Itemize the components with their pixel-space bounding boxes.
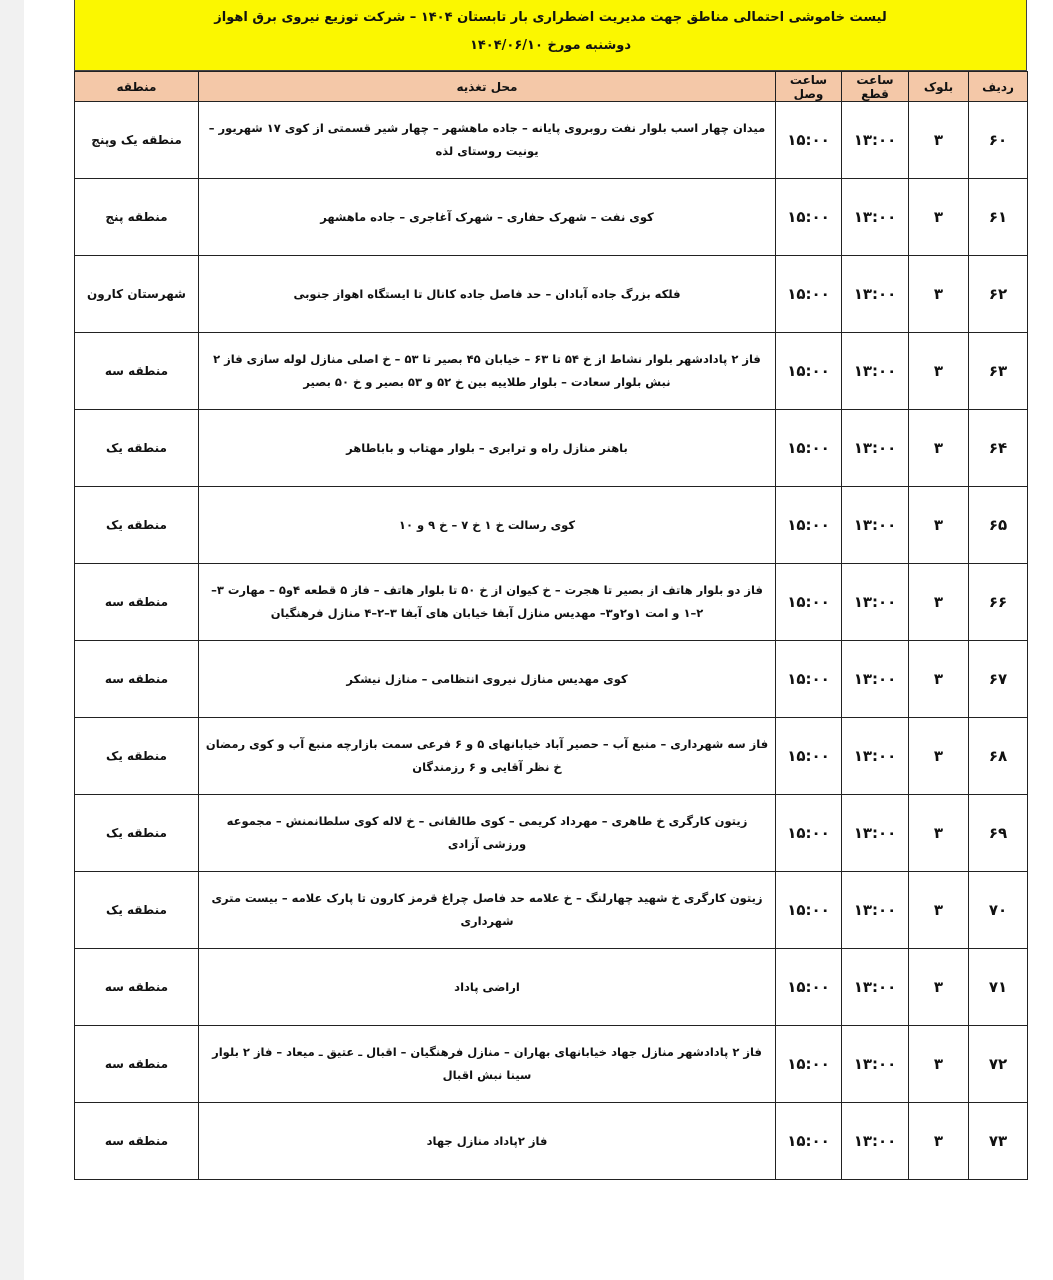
- region-cell: منطقه یک: [75, 872, 199, 949]
- connect-time-cell: ۱۵:۰۰: [776, 718, 842, 795]
- table-row: [75, 179, 1028, 256]
- region-cell: منطقه پنج: [75, 179, 199, 256]
- row-number: ۶۱: [969, 179, 1028, 256]
- region-cell: منطقه یک وپنج: [75, 102, 199, 179]
- cut-time-cell: ۱۳:۰۰: [842, 410, 909, 487]
- block-cell: ۳: [909, 1103, 969, 1180]
- region-cell: منطقه یک: [75, 487, 199, 564]
- block-cell: ۳: [909, 795, 969, 872]
- cut-time-cell: ۱۳:۰۰: [842, 487, 909, 564]
- table-row: [75, 410, 1028, 487]
- block-cell: ۳: [909, 410, 969, 487]
- table-row: [75, 487, 1028, 564]
- feed-location-cell: زیتون کارگری خ شهید چهارلنگ – خ علامه حد فاصل چراغ قرمز کارون تا پارک علامه – بیست متری شهرداری: [199, 872, 776, 949]
- region-cell: منطقه سه: [75, 333, 199, 410]
- connect-time-cell: ۱۵:۰۰: [776, 641, 842, 718]
- cut-time-cell: ۱۳:۰۰: [842, 872, 909, 949]
- block-cell: ۳: [909, 949, 969, 1026]
- table-row: [75, 641, 1028, 718]
- row-number: ۷۳: [969, 1103, 1028, 1180]
- block-cell: ۳: [909, 1026, 969, 1103]
- block-cell: ۳: [909, 872, 969, 949]
- connect-time-cell: ۱۵:۰۰: [776, 333, 842, 410]
- table-header-row: [75, 72, 1028, 102]
- row-number: ۶۵: [969, 487, 1028, 564]
- connect-time-cell: ۱۵:۰۰: [776, 410, 842, 487]
- cut-time-cell: ۱۳:۰۰: [842, 1103, 909, 1180]
- connect-time-cell: ۱۵:۰۰: [776, 1026, 842, 1103]
- left-margin-strip: [0, 0, 24, 1280]
- connect-time-cell: ۱۵:۰۰: [776, 487, 842, 564]
- cut-time-cell: ۱۳:۰۰: [842, 256, 909, 333]
- document-sheet: [74, 0, 1027, 1180]
- feed-location-cell: کوی رسالت خ ۱ خ ۷ – خ ۹ و ۱۰: [199, 487, 776, 564]
- cut-time-cell: ۱۳:۰۰: [842, 179, 909, 256]
- cut-time-cell: ۱۳:۰۰: [842, 564, 909, 641]
- table-row: [75, 949, 1028, 1026]
- block-cell: ۳: [909, 102, 969, 179]
- table-row: [75, 564, 1028, 641]
- connect-time-cell: ۱۵:۰۰: [776, 179, 842, 256]
- row-number: ۶۹: [969, 795, 1028, 872]
- feed-location-cell: فلکه بزرگ جاده آبادان – حد فاصل جاده کانال تا ایستگاه اهواز جنوبی: [199, 256, 776, 333]
- feed-location-cell: فاز دو بلوار هاتف از بصیر تا هجرت – خ کیوان از خ ۵۰ تا بلوار هاتف – فاز ۵ قطعه ۴و۵ – مهارت ۳–۲–۱ و امت ۱و۲و۳– مهدیس منازل آبفا خیابان های آبفا ۳–۲–۴ منازل فرهنگیان: [199, 564, 776, 641]
- region-cell: منطقه سه: [75, 1026, 199, 1103]
- feed-location-cell: میدان چهار اسب بلوار نفت روبروی پایانه – جاده ماهشهر – چهار شیر قسمتی از کوی ۱۷ شهریور – یونیت روستای لذه: [199, 102, 776, 179]
- document-title: لیست خاموشی احتمالی مناطق جهت مدیریت اضطراری بار تابستان ۱۴۰۴ – شرکت توزیع نیروی برق اهواز: [214, 10, 887, 25]
- region-cell: منطقه سه: [75, 1103, 199, 1180]
- row-number: ۶۲: [969, 256, 1028, 333]
- table-row: [75, 1103, 1028, 1180]
- header-region: منطقه: [75, 72, 199, 102]
- row-number: ۷۰: [969, 872, 1028, 949]
- table-row: [75, 718, 1028, 795]
- region-cell: منطقه یک: [75, 410, 199, 487]
- cut-time-cell: ۱۳:۰۰: [842, 641, 909, 718]
- header-connect-time: ساعت وصل: [776, 72, 842, 102]
- feed-location-cell: فاز سه شهرداری – منبع آب – حصیر آباد خیابانهای ۵ و ۶ فرعی سمت بازارچه منبع آب و کوی رمضان خ نظر آقایی و ۶ رزمندگان: [199, 718, 776, 795]
- connect-time-cell: ۱۵:۰۰: [776, 795, 842, 872]
- feed-location-cell: کوی مهدیس منازل نیروی انتظامی – منازل نیشکر: [199, 641, 776, 718]
- block-cell: ۳: [909, 333, 969, 410]
- block-cell: ۳: [909, 718, 969, 795]
- feed-location-cell: زیتون کارگری خ طاهری – مهرداد کریمی – کوی طالقانی – خ لاله کوی سلطانمنش – مجموعه ورزشی آزادی: [199, 795, 776, 872]
- row-number: ۶۶: [969, 564, 1028, 641]
- region-cell: منطقه سه: [75, 949, 199, 1026]
- region-cell: منطقه یک: [75, 718, 199, 795]
- title-banner: [74, 0, 1027, 71]
- row-number: ۶۸: [969, 718, 1028, 795]
- cut-time-cell: ۱۳:۰۰: [842, 333, 909, 410]
- table-row: [75, 333, 1028, 410]
- row-number: ۶۰: [969, 102, 1028, 179]
- outage-table: [74, 71, 1028, 1180]
- cut-time-cell: ۱۳:۰۰: [842, 795, 909, 872]
- cut-time-cell: ۱۳:۰۰: [842, 1026, 909, 1103]
- connect-time-cell: ۱۵:۰۰: [776, 1103, 842, 1180]
- connect-time-cell: ۱۵:۰۰: [776, 949, 842, 1026]
- connect-time-cell: ۱۵:۰۰: [776, 564, 842, 641]
- table-row: [75, 1026, 1028, 1103]
- table-row: [75, 795, 1028, 872]
- row-number: ۷۱: [969, 949, 1028, 1026]
- region-cell: منطقه یک: [75, 795, 199, 872]
- row-number: ۶۴: [969, 410, 1028, 487]
- header-feed-location: محل تغذیه: [199, 72, 776, 102]
- region-cell: منطقه سه: [75, 641, 199, 718]
- cut-time-cell: ۱۳:۰۰: [842, 718, 909, 795]
- feed-location-cell: باهنر منازل راه و ترابری – بلوار مهتاب و باباطاهر: [199, 410, 776, 487]
- row-number: ۷۲: [969, 1026, 1028, 1103]
- block-cell: ۳: [909, 487, 969, 564]
- row-number: ۶۷: [969, 641, 1028, 718]
- feed-location-cell: اراضی پاداد: [199, 949, 776, 1026]
- feed-location-cell: کوی نفت – شهرک حفاری – شهرک آغاجری – جاده ماهشهر: [199, 179, 776, 256]
- row-number: ۶۳: [969, 333, 1028, 410]
- block-cell: ۳: [909, 564, 969, 641]
- table-row: [75, 256, 1028, 333]
- table-row: [75, 102, 1028, 179]
- feed-location-cell: فاز ۲ پادادشهر بلوار نشاط از خ ۵۴ تا ۶۳ – خیابان ۴۵ بصیر تا ۵۳ – خ اصلی منازل لوله سازی فاز ۲ نبش بلوار سعادت – بلوار طلاییه بین خ ۵۲ و ۵۳ بصیر و خ ۵۰ بصیر: [199, 333, 776, 410]
- header-block: بلوک: [909, 72, 969, 102]
- connect-time-cell: ۱۵:۰۰: [776, 256, 842, 333]
- block-cell: ۳: [909, 641, 969, 718]
- region-cell: شهرستان کارون: [75, 256, 199, 333]
- table-row: [75, 872, 1028, 949]
- block-cell: ۳: [909, 256, 969, 333]
- feed-location-cell: فاز ۲پاداد منازل جهاد: [199, 1103, 776, 1180]
- cut-time-cell: ۱۳:۰۰: [842, 949, 909, 1026]
- header-cut-time: ساعت قطع: [842, 72, 909, 102]
- header-row-number: ردیف: [969, 72, 1028, 102]
- cut-time-cell: ۱۳:۰۰: [842, 102, 909, 179]
- document-date: دوشنبه مورخ ۱۴۰۴/۰۶/۱۰: [469, 38, 632, 53]
- block-cell: ۳: [909, 179, 969, 256]
- feed-location-cell: فاز ۲ پادادشهر منازل جهاد خیابانهای بهاران – منازل فرهنگیان – اقبال ـ عتیق ـ میعاد – فاز ۲ بلوار سینا نبش اقبال: [199, 1026, 776, 1103]
- connect-time-cell: ۱۵:۰۰: [776, 872, 842, 949]
- region-cell: منطقه سه: [75, 564, 199, 641]
- connect-time-cell: ۱۵:۰۰: [776, 102, 842, 179]
